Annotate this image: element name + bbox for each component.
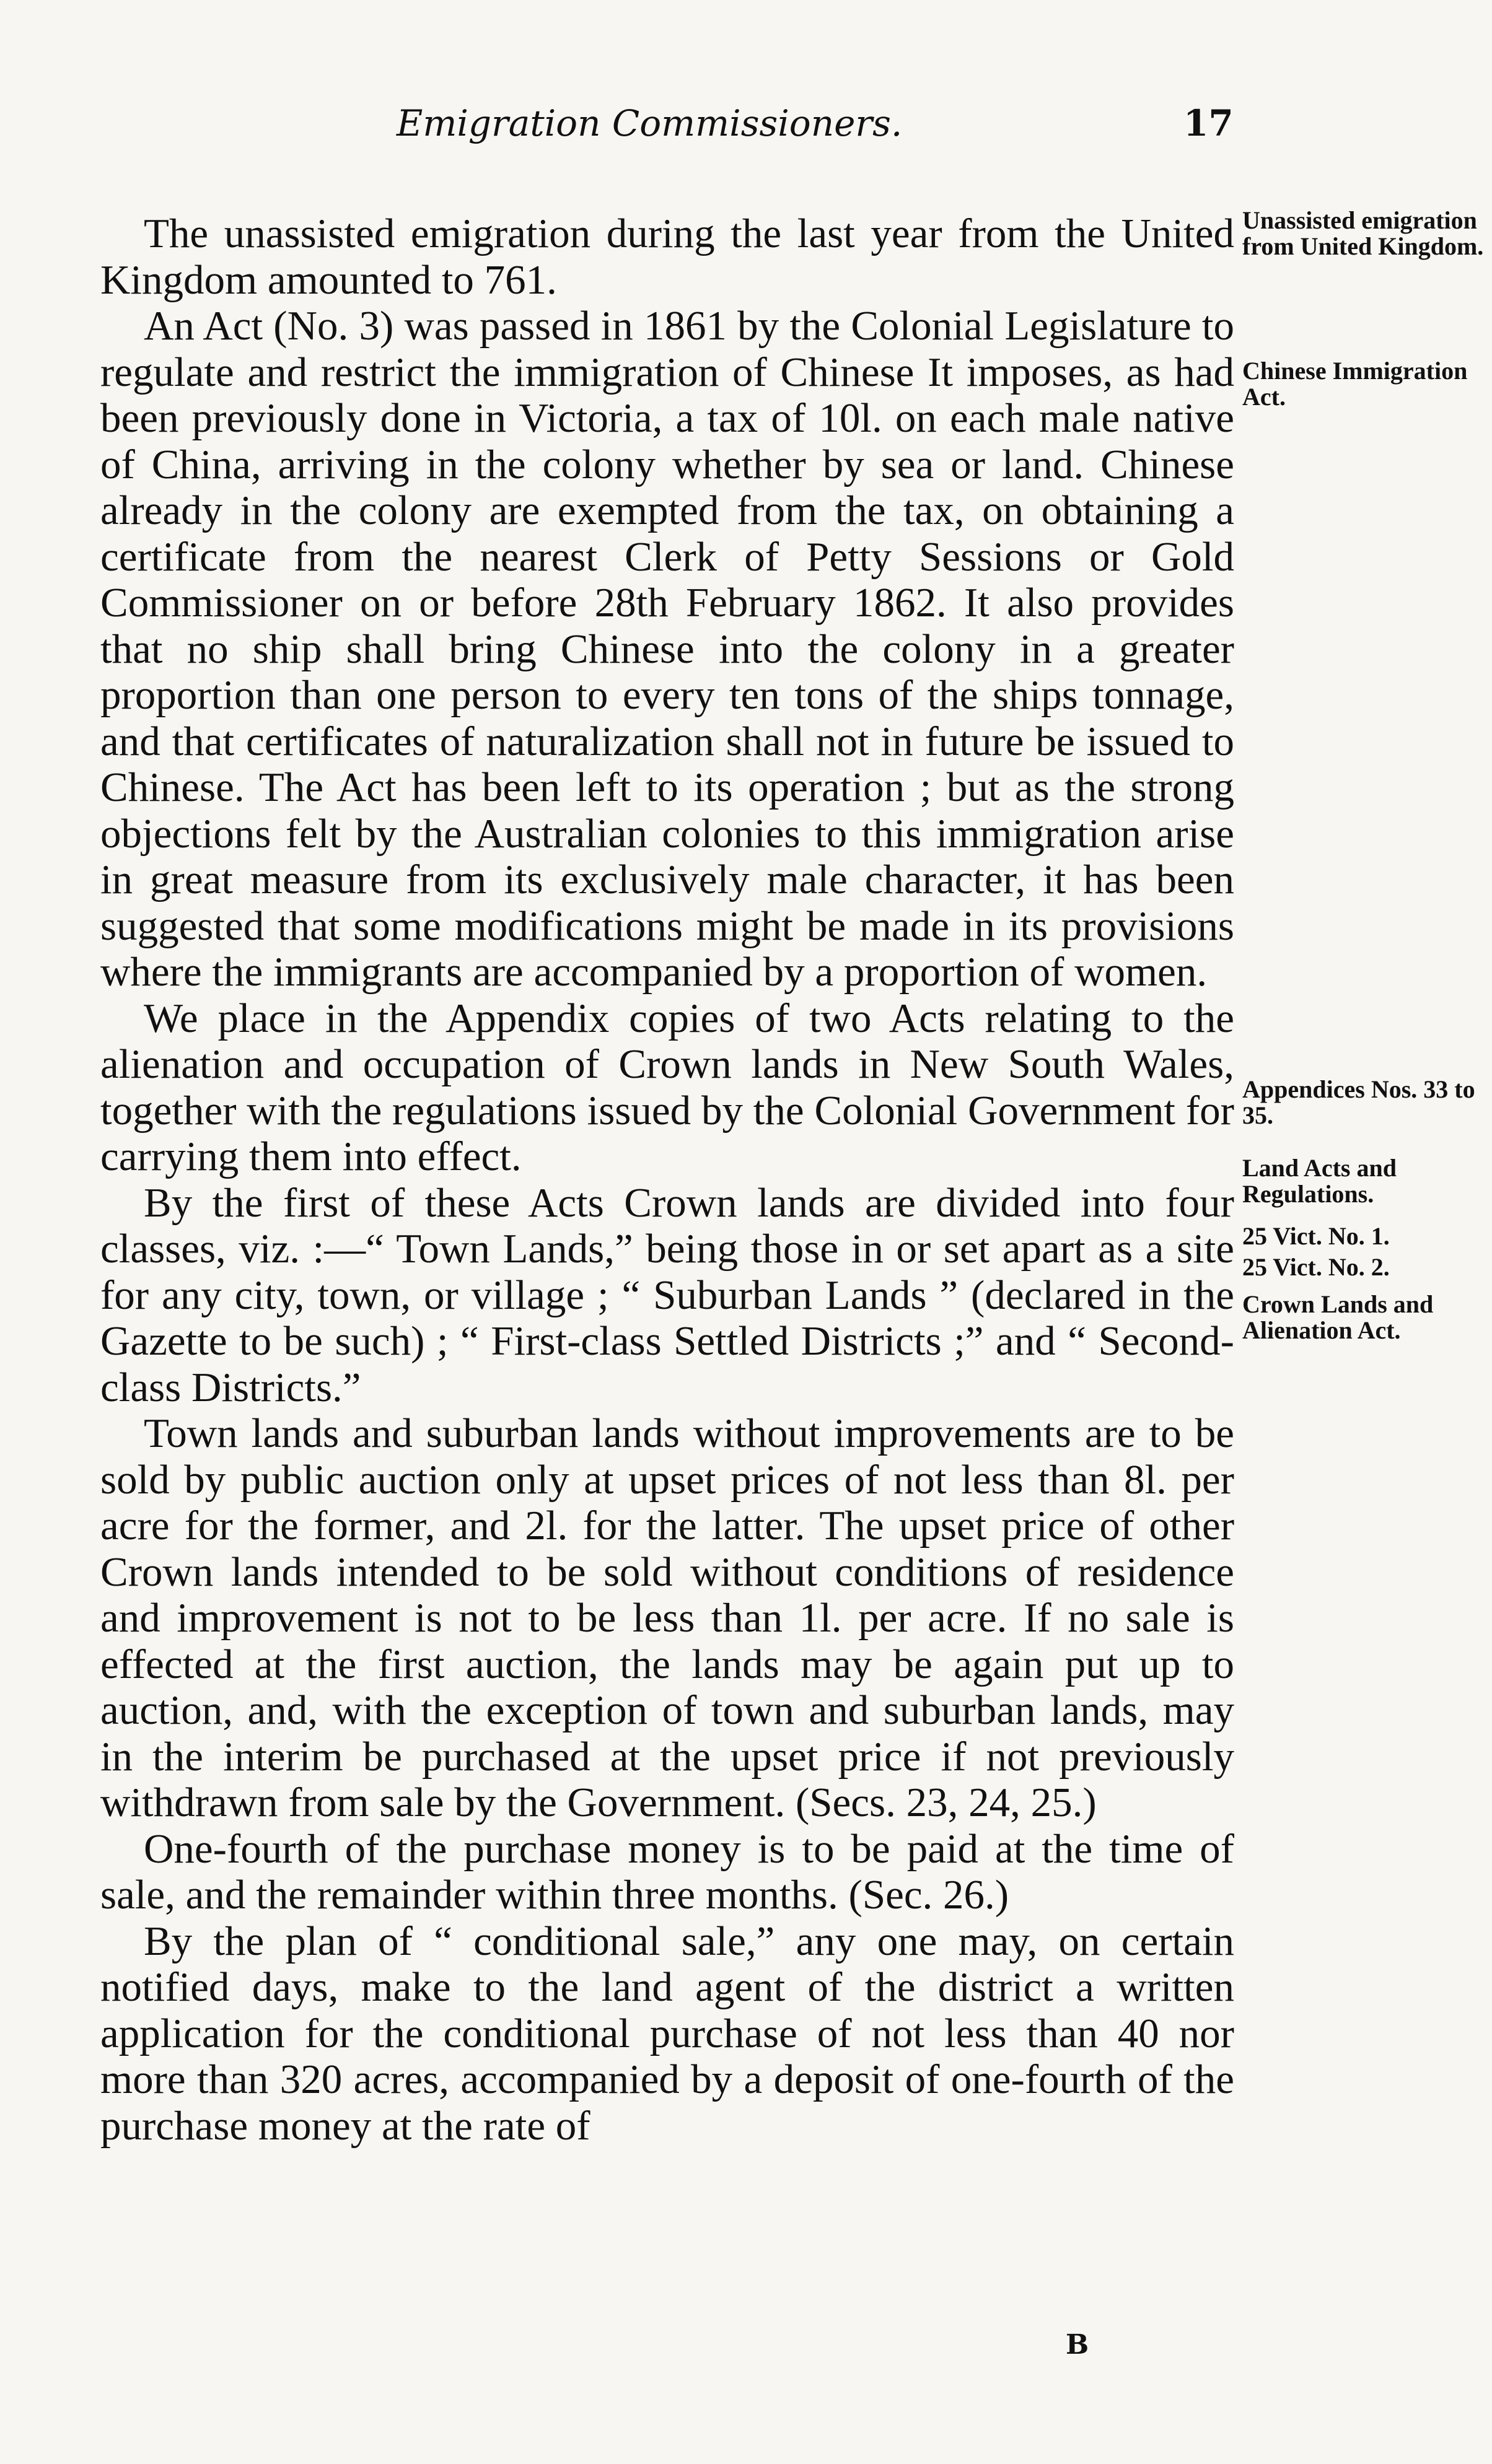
paragraph-payment: One-fourth of the purchase money is to be paid at the time of sale, and the remainder within three months. (Sec. 26.) (100, 1825, 1234, 1918)
sidenote-crown-lands: Crown Lands and Alienation Act. (1242, 1290, 1434, 1344)
signature-mark: B (1066, 2329, 1089, 2361)
sidenote-chinese-act: Chinese Immigration Act. (1242, 357, 1468, 411)
paragraph-chinese-act: An Act (No. 3) was passed in 1861 by the Colonial Legislature to regulate and restrict the immigration of Chinese It imposes, as had been previously done in Victoria, a tax of 10l. on each male native of China, arriving in the colony whether by sea or land. Chinese already in the colony are exempted from the tax, on obtaining a certificate from the nearest Clerk of Petty Sessions or Gold Commissioner on or before 28th February 1862. It also provides that no ship shall bring Chinese into the colony in a greater proportion than one person to every ten tons of the ships tonnage, and that certificates of naturalization shall not in future be issued to Chinese. The Act has been left to its operation ; but as the strong objections felt by the Australian colonies to this immigration arise in great measure from its exclusively male character, it has been suggested that some modifications might be made in its provisions where the immigrants are accompanied by a proportion of women. (100, 303, 1234, 995)
body-text (100, 211, 1234, 2149)
running-header (397, 102, 1233, 144)
paragraph-upset-prices: Town lands and suburban lands without improvements are to be sold by public auction only at upset prices of not less than 8l. per acre for the former, and 2l. for the latter. The upset price of other Crown lands intended to be sold without conditions of residence and improvement is not to be less than 1l. per acre. If no sale is effected at the first auction, the lands may be again put up to auction, and, with the exception of town and suburban lands, may in the interim be purchased at the upset price if not previously withdrawn from sale by the Government. (Secs. 23, 24, 25.) (100, 1410, 1234, 1825)
paragraph-conditional-sale: By the plan of “ conditional sale,” any one may, on certain notified days, make to the land agent of the district a written application for the conditional purchase of not less than 40 nor more than 320 acres, accompanied by a deposit of one-fourth of the purchase money at the rate of (100, 1918, 1234, 2149)
sidenote-vict-2: 25 Vict. No. 2. (1242, 1253, 1390, 1281)
running-title: Emigration Commissioners. (397, 102, 903, 144)
sidenote-vict-1: 25 Vict. No. 1. (1242, 1222, 1390, 1250)
sidenote-appendices: Appendices Nos. 33 to 35. (1242, 1075, 1475, 1129)
paragraph-appendix: We place in the Appendix copies of two Acts relating to the alienation and occupation of Crown lands in New South Wales, together with the regulations issued by the Colonial Government for carrying them into effect. (100, 995, 1234, 1179)
page-number: 17 (1183, 102, 1234, 144)
paragraph-land-classes: By the first of these Acts Crown lands are divided into four classes, viz. :—“ Town Lands,” being those in or set apart as a site for any city, town, or village ; “ Suburban Lands ” (declared in the Gazette to be such) ; “ First-class Settled Districts ;” and “ Second-class Districts.” (100, 1179, 1234, 1410)
sidenote-unassisted-emigration: Unassisted emigration from United Kingdom. (1242, 206, 1484, 260)
paragraph-unassisted-emigration: The unassisted emigration during the last year from the United Kingdom amounted to 761. (100, 211, 1234, 303)
sidenote-land-acts: Land Acts and Regulations. (1242, 1154, 1397, 1208)
